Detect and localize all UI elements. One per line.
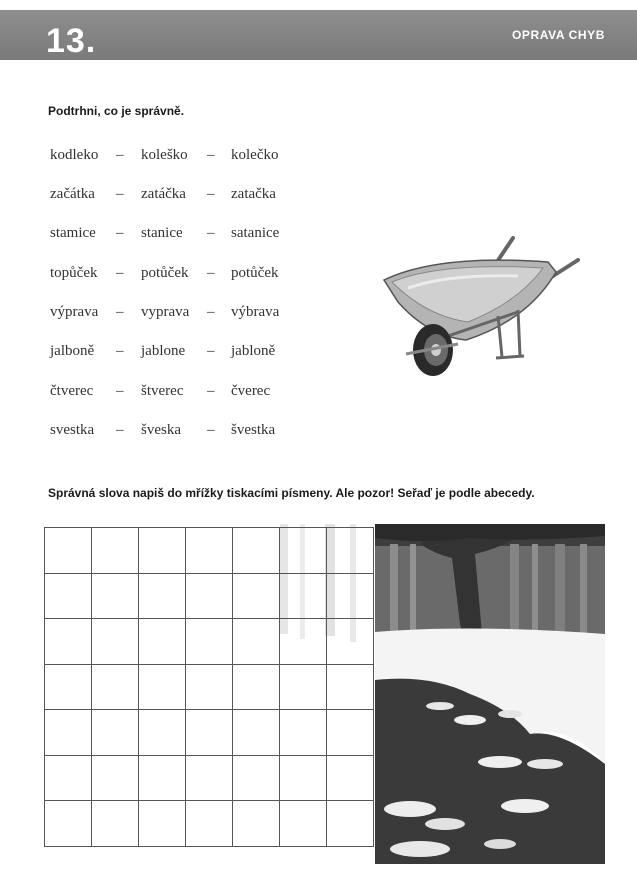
word-row: [40, 225, 320, 249]
word-option[interactable]: stanice: [141, 225, 183, 241]
grid-cell[interactable]: [45, 619, 92, 665]
dash-separator: –: [116, 147, 124, 163]
dash-separator: –: [207, 265, 215, 281]
word-option[interactable]: jalboně: [50, 343, 95, 359]
word-option[interactable]: výbrava: [231, 304, 280, 320]
grid-cell[interactable]: [327, 801, 374, 847]
grid-cell[interactable]: [327, 528, 374, 574]
grid-cell[interactable]: [186, 619, 233, 665]
dash-separator: –: [207, 343, 215, 359]
grid-cell[interactable]: [92, 574, 139, 620]
word-option[interactable]: čverec: [231, 383, 271, 399]
grid-cell[interactable]: [92, 619, 139, 665]
grid-cell[interactable]: [45, 801, 92, 847]
word-option[interactable]: šveska: [141, 422, 181, 438]
word-option[interactable]: stamice: [50, 225, 96, 241]
word-row: [40, 343, 320, 367]
grid-cell[interactable]: [139, 619, 186, 665]
header-bar: [0, 10, 637, 60]
word-option[interactable]: kodleko: [50, 147, 99, 163]
grid-cell[interactable]: [280, 801, 327, 847]
grid-cell[interactable]: [92, 756, 139, 802]
word-option[interactable]: štverec: [141, 383, 184, 399]
word-option[interactable]: jablone: [141, 343, 186, 359]
grid-cell[interactable]: [139, 665, 186, 711]
grid-cell[interactable]: [45, 756, 92, 802]
grid-cell[interactable]: [233, 528, 280, 574]
word-option[interactable]: svestka: [50, 422, 95, 438]
grid-cell[interactable]: [139, 756, 186, 802]
grid-cell[interactable]: [186, 710, 233, 756]
word-option[interactable]: vyprava: [141, 304, 190, 320]
grid-cell[interactable]: [280, 574, 327, 620]
grid-cell[interactable]: [233, 756, 280, 802]
word-option[interactable]: čtverec: [50, 383, 94, 399]
grid-cell[interactable]: [233, 710, 280, 756]
grid-cell[interactable]: [280, 665, 327, 711]
grid-cell[interactable]: [139, 710, 186, 756]
grid-cell[interactable]: [233, 574, 280, 620]
word-option[interactable]: satanice: [231, 225, 280, 241]
dash-separator: –: [116, 343, 124, 359]
grid-cell[interactable]: [139, 574, 186, 620]
word-option[interactable]: začátka: [50, 186, 95, 202]
word-option[interactable]: zatačka: [231, 186, 276, 202]
grid-cell[interactable]: [233, 801, 280, 847]
grid-cell[interactable]: [233, 665, 280, 711]
grid-cell[interactable]: [45, 528, 92, 574]
exercise-number: 13.: [46, 22, 97, 60]
grid-cell[interactable]: [186, 528, 233, 574]
dash-separator: –: [207, 147, 215, 163]
word-option[interactable]: potůček: [141, 265, 189, 281]
word-option[interactable]: koleško: [141, 147, 188, 163]
grid-cell[interactable]: [45, 574, 92, 620]
dash-separator: –: [207, 422, 215, 438]
word-row: [40, 383, 320, 407]
grid-cell[interactable]: [280, 528, 327, 574]
instruction-grid: Správná slova napiš do mřížky tiskacími písmeny. Ale pozor! Seřaď je podle abecedy.: [48, 486, 535, 500]
grid-cell[interactable]: [327, 710, 374, 756]
grid-cell[interactable]: [327, 756, 374, 802]
grid-cell[interactable]: [92, 801, 139, 847]
word-row: [40, 147, 320, 171]
grid-cell[interactable]: [186, 665, 233, 711]
dash-separator: –: [207, 225, 215, 241]
dash-separator: –: [116, 422, 124, 438]
grid-cell[interactable]: [186, 801, 233, 847]
dash-separator: –: [116, 225, 124, 241]
dash-separator: –: [116, 265, 124, 281]
grid-cell[interactable]: [186, 756, 233, 802]
grid-cell[interactable]: [92, 665, 139, 711]
dash-separator: –: [207, 383, 215, 399]
grid-cell[interactable]: [45, 665, 92, 711]
word-row: [40, 186, 320, 210]
grid-cell[interactable]: [45, 710, 92, 756]
grid-cell[interactable]: [139, 801, 186, 847]
grid-cell[interactable]: [280, 756, 327, 802]
grid-cell[interactable]: [280, 619, 327, 665]
dash-separator: –: [207, 304, 215, 320]
word-option[interactable]: zatáčka: [141, 186, 186, 202]
grid-cell[interactable]: [280, 710, 327, 756]
section-title: OPRAVA CHYB: [511, 28, 605, 42]
dash-separator: –: [207, 186, 215, 202]
word-row: [40, 304, 320, 328]
dash-separator: –: [116, 383, 124, 399]
grid-cell[interactable]: [327, 574, 374, 620]
instruction-underline: Podtrhni, co je správně.: [48, 104, 185, 118]
dash-separator: –: [116, 186, 124, 202]
wheelbarrow-illustration: [378, 232, 588, 382]
grid-cell[interactable]: [186, 574, 233, 620]
word-option[interactable]: potůček: [231, 265, 279, 281]
word-option[interactable]: švestka: [231, 422, 276, 438]
word-option[interactable]: topůček: [50, 265, 98, 281]
grid-cell[interactable]: [92, 528, 139, 574]
word-option[interactable]: kolečko: [231, 147, 279, 163]
dash-separator: –: [116, 304, 124, 320]
grid-cell[interactable]: [327, 665, 374, 711]
grid-cell[interactable]: [233, 619, 280, 665]
word-option[interactable]: jabloně: [231, 343, 276, 359]
letter-grid: [44, 527, 374, 847]
grid-cell[interactable]: [139, 528, 186, 574]
grid-cell[interactable]: [92, 710, 139, 756]
word-row: [40, 265, 320, 289]
grid-cell[interactable]: [327, 619, 374, 665]
word-option[interactable]: výprava: [50, 304, 99, 320]
word-row: [40, 422, 320, 446]
